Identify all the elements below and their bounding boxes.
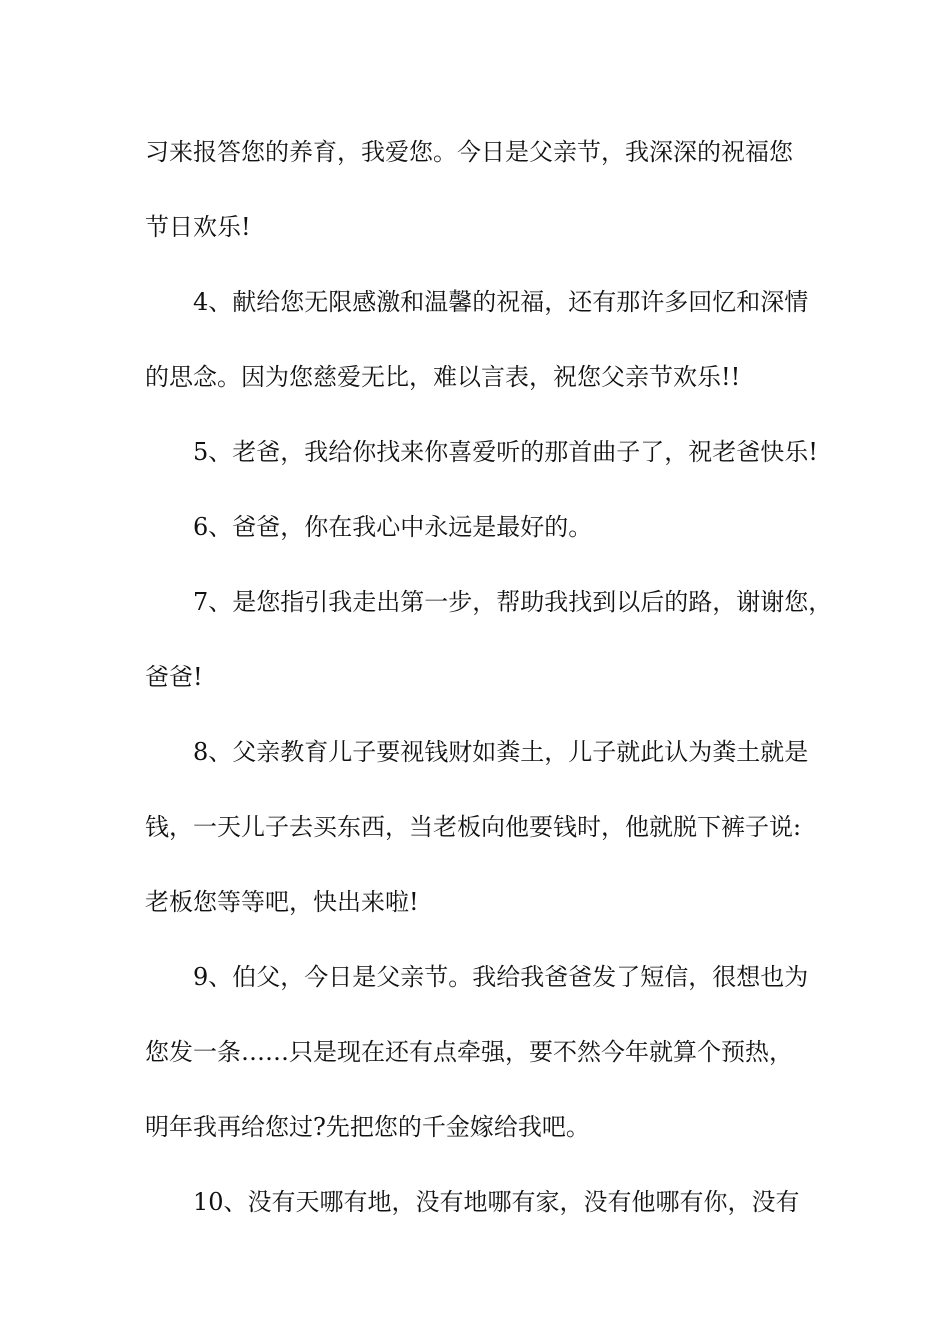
text-line: 钱，一天儿子去买东西，当老板向他要钱时，他就脱下裤子说:	[145, 813, 802, 841]
text-line: 明年我再给您过?先把您的千金嫁给我吧。	[145, 1113, 590, 1141]
paragraph-start-line: 9、伯父，今日是父亲节。我给我爸爸发了短信，很想也为	[193, 963, 809, 991]
paragraph-start-line: 6、爸爸，你在我心中永远是最好的。	[193, 513, 593, 541]
text-line: 的思念。因为您慈爱无比，难以言表，祝您父亲节欢乐!!	[145, 363, 741, 391]
paragraph-start-line: 7、是您指引我走出第一步，帮助我找到以后的路，谢谢您，	[193, 588, 833, 616]
text-line: 爸爸!	[145, 663, 203, 691]
text-line: 节日欢乐!	[145, 213, 251, 241]
paragraph-start-line: 5、老爸，我给你找来你喜爱听的那首曲子了，祝老爸快乐!	[193, 438, 818, 466]
text-line: 习来报答您的养育，我爱您。今日是父亲节，我深深的祝福您	[145, 138, 793, 166]
text-line: 您发一条……只是现在还有点牵强，要不然今年就算个预热，	[145, 1038, 793, 1066]
paragraph-start-line: 10、没有天哪有地，没有地哪有家，没有他哪有你，没有	[193, 1188, 800, 1216]
paragraph-start-line: 4、献给您无限感激和温馨的祝福，还有那许多回忆和深情	[193, 288, 809, 316]
paragraph-start-line: 8、父亲教育儿子要视钱财如粪土，儿子就此认为粪土就是	[193, 738, 809, 766]
text-line: 老板您等等吧，快出来啦!	[145, 888, 419, 916]
